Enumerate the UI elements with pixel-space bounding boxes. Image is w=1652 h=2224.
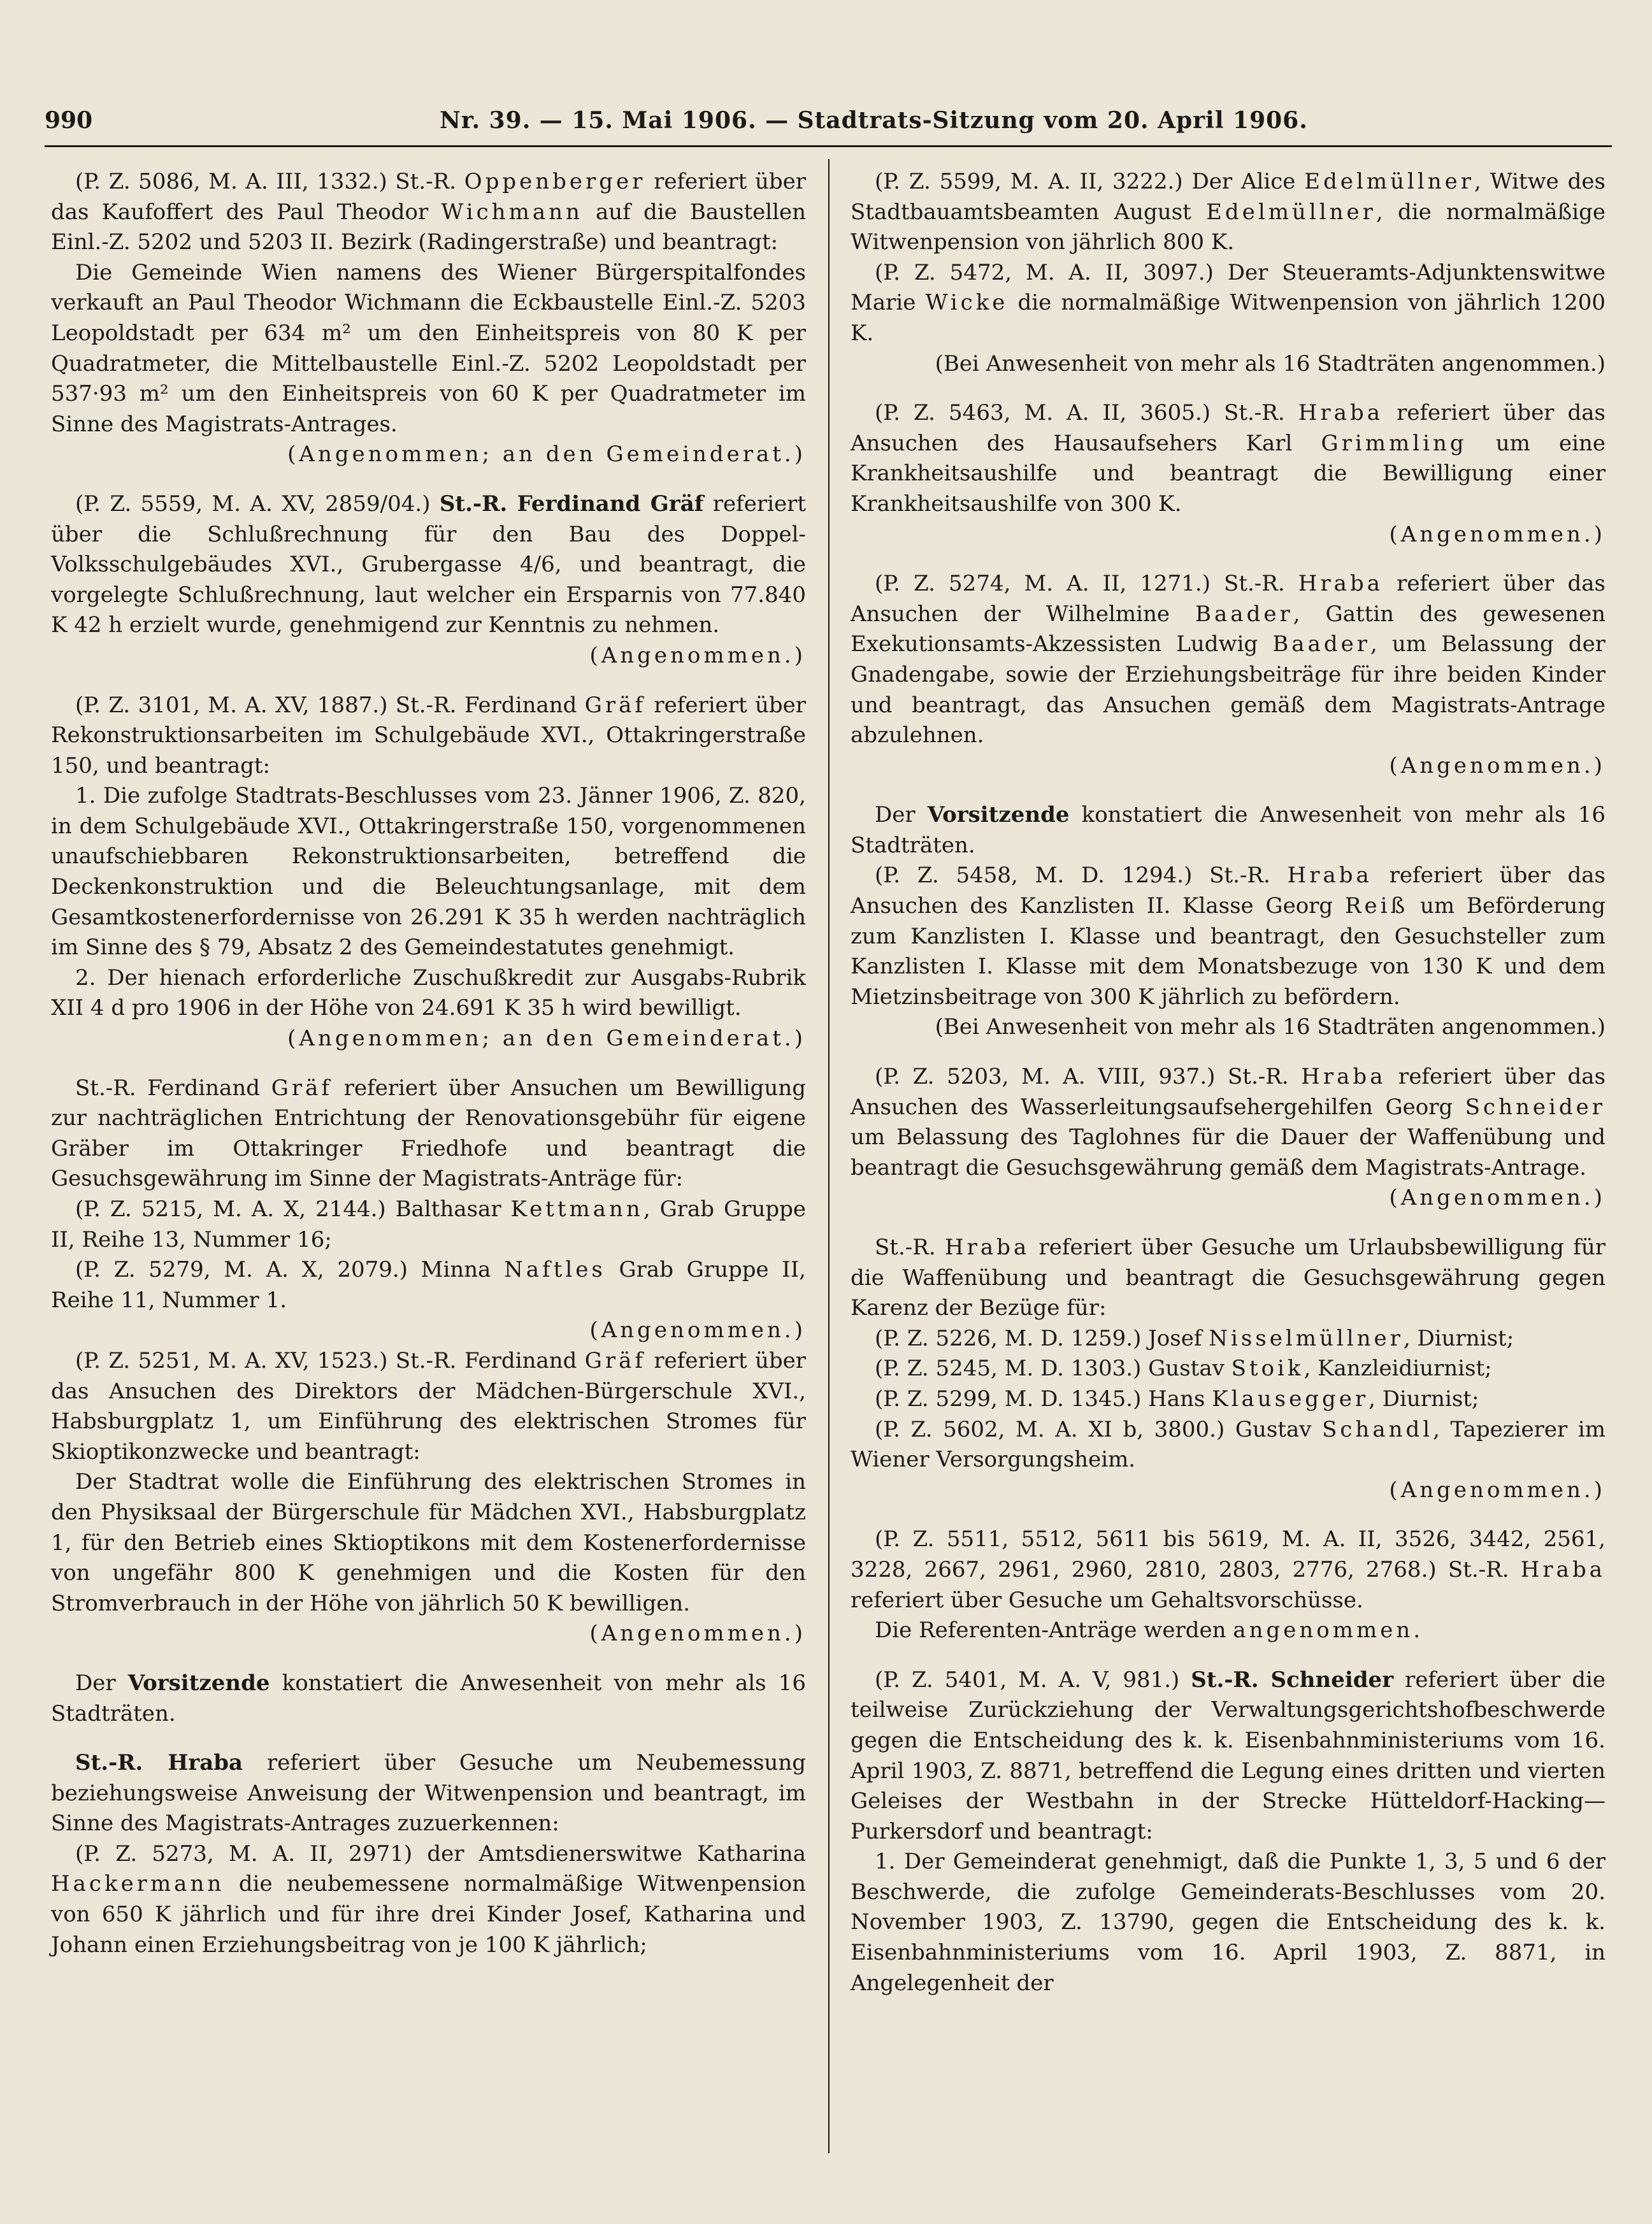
motion-text: Der Stadtrat wolle die Einführung des elektrischen Stromes in den Physiksaal der Bürgerschule für Mädchen XVI., Habsburgplatz 1, für den Betrieb eines Sktioptikons mit dem Kostenerfordernisse von ungefähr 800 K genehmigen und die Kosten für den Stromverbrauch in der Höhe von jährlich 50 K bewilligen.	[51, 1469, 806, 1616]
item-graef-graeber: St.-R. Ferdinand Gräf referiert über Ansuchen um Bewilligung zur nachträglichen Entrichtung der Renovationsgebühr für eigene Gräber im Ottakringer Friedhofe und beantragt die Gesuchsgewährung im Sinne der Magistrats-Anträge für:	[51, 1075, 806, 1192]
result-line: (Angenommen.)	[589, 642, 806, 668]
result-line: (Angenommen.)	[1389, 1477, 1605, 1503]
list-item: (P. Z. 5299, M. D. 1345.) Hans Klausegger, Diurnist;	[875, 1386, 1479, 1412]
result-line: (Angenommen.)	[1389, 752, 1605, 778]
header-rule	[45, 145, 1612, 147]
result-line: (Angenommen.)	[589, 1621, 806, 1647]
list-item: (P. Z. 5273, M. A. II, 2971) der Amtsdienerswitwe Katharina Hackermann die neubemessene normalmäßige Witwenpension von 650 K jährlich und für ihre drei Kinder Josef, Katharina und Johann einen Erziehungsbeitrag von je 100 K jährlich;	[51, 1840, 806, 1958]
result-sentence: Die Referenten-Anträge werden angenommen.	[875, 1618, 1421, 1644]
result-line: (Angenommen.)	[1389, 521, 1605, 547]
item-schneider-beschwerde: (P. Z. 5401, M. A. V, 981.) St.-R. Schneider referiert über die teilweise Zurückziehung der Verwaltungsgerichtshofbeschwerde gegen die Entscheidung des k. k. Eisenbahnministeriums vom 16. April 1903, Z. 8871, betreffend die Legung eines dritten und vierten Geleises der Westbahn in der Strecke Hütteldorf-Hacking—Purkersdorf und beantragt:	[851, 1667, 1606, 1844]
result-line: (Bei Anwesenheit von mehr als 16 Stadträten angenommen.)	[935, 350, 1605, 377]
running-title: Nr. 39. — 15. Mai 1906. — Stadtrats-Sitzung vom 20. April 1906.	[440, 107, 1308, 134]
motion-text: Die Gemeinde Wien namens des Wiener Bürgerspitalfondes verkauft an Paul Theodor Wichmann die Eckbaustelle Einl.-Z. 5203 Leopoldstadt per 634 m² um den Einheitspreis von 80 K per Quadratmeter, die Mittelbaustelle Einl.-Z. 5202 Leopoldstadt per 537·93 m² um den Einheitspreis von 60 K per Quadratmeter im Sinne des Magistrats-Antrages.	[51, 259, 806, 437]
item-graef-rekonstruktion: (P. Z. 3101, M. A. XV, 1887.) St.-R. Ferdinand Gräf referiert über Rekonstruktionsarbeiten im Schulgebäude XVI., Ottakringerstraße 150, und beantragt:	[51, 692, 806, 778]
item-hraba-witwenpension: St.-R. Hraba referiert über Gesuche um Neubemessung beziehungsweise Anweisung der Witwenpension und beantragt, im Sinne des Magistrats-Antrages zuzuerkennen:	[51, 1750, 806, 1837]
page-header	[45, 101, 1612, 145]
motion-point-1: 1. Die zufolge Stadtrats-Beschlusses vom 23. Jänner 1906, Z. 820, in dem Schulgebäude XVI., Ottakringerstraße 150, vorgenommenen unaufschiebbaren Rekonstruktionsarbeiten, betreffend die Deckenkonstruktion und die Beleuchtungsanlage, mit dem Gesamtkostenerfordernisse von 26.291 K 35 h werden nachträglich im Sinne des § 79, Absatz 2 des Gemeindestatutes genehmigt.	[51, 783, 806, 961]
item-graef-strom: (P. Z. 5251, M. A. XV, 1523.) St.-R. Ferdinand Gräf referiert über das Ansuchen des Direktors der Mädchen-Bürgerschule XVI., Habsburgplatz 1, um Einführung des elektrischen Stromes für Skioptikonzwecke und beantragt:	[51, 1347, 806, 1465]
motion-point-1: 1. Der Gemeinderat genehmigt, daß die Punkte 1, 3, 5 und 6 der Beschwerde, die zufolge Gemeinderats-Beschlusses vom 20. November 1903, Z. 13790, gegen die Entscheidung des k. k. Eisenbahnministeriums vom 16. April 1903, Z. 8871, in Angelegenheit der	[851, 1849, 1605, 1996]
item-vorsitzende: Der Vorsitzende konstatiert die Anwesenheit von mehr als 16 Stadträten.	[51, 1670, 806, 1726]
list-item: (P. Z. 5226, M. D. 1259.) Josef Nisselmüllner, Diurnist;	[875, 1325, 1514, 1351]
left-column	[51, 167, 806, 1960]
item-hraba-reiss: (P. Z. 5458, M. D. 1294.) St.-R. Hraba referiert über das Ansuchen des Kanzlisten II. Klasse Georg Reiß um Beförderung zum Kanzlisten I. Klasse und beantragt, den Gesuchsteller zum Kanzlisten I. Klasse mit dem Monatsbezuge von 130 K und dem Mietzinsbeitrage von 300 K jährlich zu befördern.	[851, 863, 1606, 1010]
list-item: (P. Z. 5472, M. A. II, 3097.) Der Steueramts-Adjunktenswitwe Marie Wicke die normalmäßige Witwenpension von jährlich 1200 K.	[851, 259, 1606, 346]
item-hraba-gehaltsvorschuesse: (P. Z. 5511, 5512, 5611 bis 5619, M. A. II, 3526, 3442, 2561, 3228, 2667, 2961, 2960, 2810, 2803, 2776, 2768.) St.-R. Hraba referiert über Gesuche um Gehaltsvorschüsse.	[851, 1526, 1605, 1613]
item-vorsitzende: Der Vorsitzende konstatiert die Anwesenheit von mehr als 16 Stadträten.	[851, 802, 1605, 858]
list-item: (P. Z. 5599, M. A. II, 3222.) Der Alice Edelmüllner, Witwe des Stadtbauamtsbeamten August Edelmüllner, die normalmäßige Witwenpension von jährlich 800 K.	[851, 169, 1605, 255]
item-oppenberger: (P. Z. 5086, M. A. III, 1332.) St.-R. Oppenberger referiert über das Kaufoffert des Paul Theodor Wichmann auf die Baustellen Einl.-Z. 5202 und 5203 II. Bezirk (Radingerstraße) und beantragt:	[51, 169, 806, 255]
list-item: (P. Z. 5245, M. D. 1303.) Gustav Stoik, Kanzleidiurnist;	[875, 1356, 1492, 1382]
item-hraba-urlaub: St.-R. Hraba referiert über Gesuche um Urlaubsbewilligung für die Waffenübung und beantragt die Gesuchsgewährung gegen Karenz der Bezüge für:	[851, 1235, 1606, 1321]
result-line: (Angenommen; an den Gemeinderat.)	[287, 1026, 806, 1052]
right-column	[851, 167, 1605, 1998]
motion-point-2: 2. Der hienach erforderliche Zuschußkredit zur Ausgabs-Rubrik XII 4 d pro 1906 in der Höhe von 24.691 K 35 h wird bewilligt.	[51, 965, 806, 1021]
item-graef-schlussrechnung: (P. Z. 5559, M. A. XV, 2859/04.) St.-R. Ferdinand Gräf referiert über die Schlußrechnung für den Bau des Doppel-Volksschulgebäudes XVI., Grubergasse 4/6, und beantragt, die vorgelegte Schlußrechnung, laut welcher ein Ersparnis von 77.840 K 42 h erzielt wurde, genehmigend zur Kenntnis zu nehmen.	[51, 491, 806, 638]
result-line: (Bei Anwesenheit von mehr als 16 Stadträten angenommen.)	[935, 1014, 1605, 1040]
list-item: (P. Z. 5602, M. A. XI b, 3800.) Gustav Schandl, Tapezierer im Wiener Versorgungsheim.	[851, 1416, 1605, 1473]
page-number: 990	[45, 107, 93, 134]
result-line: (Angenommen; an den Gemeinderat.)	[287, 441, 806, 468]
item-hraba-schneider: (P. Z. 5203, M. A. VIII, 937.) St.-R. Hraba referiert über das Ansuchen des Wasserleitungsaufsehergehilfen Georg Schneider um Belassung des Taglohnes für die Dauer der Waffenübung und beantragt die Gesuchsgewährung gemäß dem Magistrats-Antrage.	[851, 1064, 1606, 1180]
result-line: (Angenommen.)	[589, 1317, 806, 1344]
list-item: (P. Z. 5279, M. A. X, 2079.) Minna Naftles Grab Gruppe II, Reihe 11, Nummer 1.	[51, 1257, 806, 1313]
item-hraba-grimmling: (P. Z. 5463, M. A. II, 3605.) St.-R. Hraba referiert über das Ansuchen des Hausaufsehers Karl Grimmling um eine Krankheitsaushilfe und beantragt die Bewilligung einer Krankheitsaushilfe von 300 K.	[851, 400, 1605, 517]
result-line: (Angenommen.)	[1389, 1185, 1605, 1211]
column-divider	[828, 159, 830, 2153]
item-hraba-baader: (P. Z. 5274, M. A. II, 1271.) St.-R. Hraba referiert über das Ansuchen der Wilhelmine Baader, Gattin des gewesenen Exekutionsamts-Akzessisten Ludwig Baader, um Belassung der Gnadengabe, sowie der Erziehungsbeiträge für ihre beiden Kinder und beantragt, das Ansuchen gemäß dem Magistrats-Antrage abzulehnen.	[851, 571, 1606, 749]
list-item: (P. Z. 5215, M. A. X, 2144.) Balthasar Kettmann, Grab Gruppe II, Reihe 13, Nummer 16;	[51, 1196, 806, 1252]
